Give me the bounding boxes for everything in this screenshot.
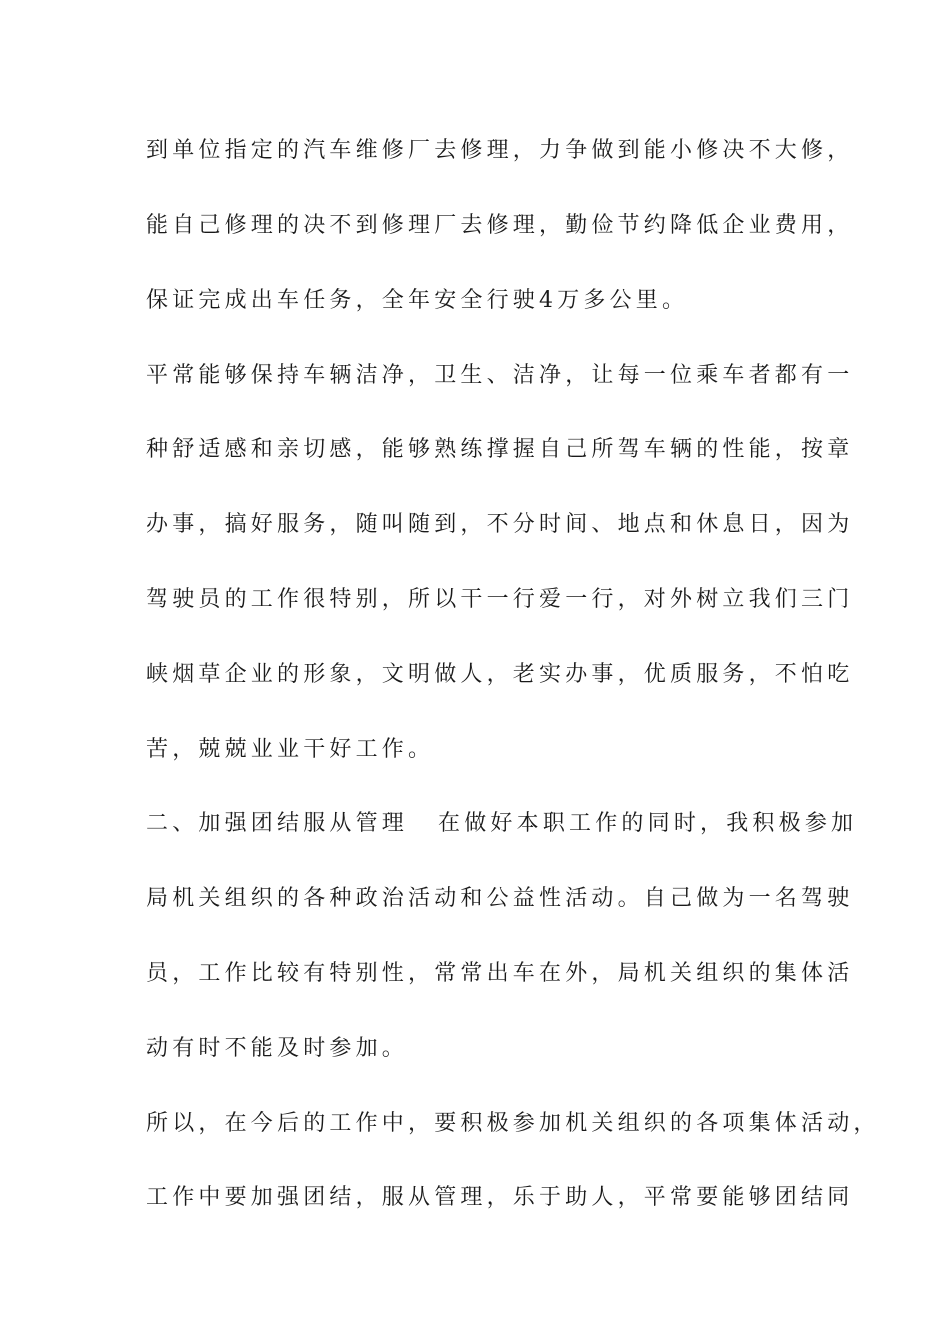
text-line: 动有时不能及时参加。	[146, 1036, 409, 1061]
text-line: 所以，在今后的工作中，要积极参加机关组织的各项集体活动，	[146, 1111, 880, 1136]
text-line: 驾驶员的工作很特别，所以干一行爱一行，对外树立我们三门	[146, 587, 854, 612]
section-heading-line	[146, 804, 858, 844]
text-line: 到单位指定的汽车维修厂去修理，力争做到能小修决不大修，	[146, 138, 854, 163]
section-heading: 二、加强团结服从管理	[146, 811, 409, 836]
section-text-start: 在做好本职工作的同时，我积极参加	[438, 811, 858, 836]
text-line: 保证完成出车任务，全年安全行驶4万多公里。	[146, 288, 689, 313]
text-line: 工作中要加强团结，服从管理，乐于助人，平常要能够团结同	[146, 1185, 854, 1210]
text-line: 平常能够保持车辆洁净，卫生、洁净，让每一位乘车者都有一	[146, 363, 854, 388]
text-line: 苦，兢兢业业干好工作。	[146, 737, 435, 762]
text-line: 员，工作比较有特别性，常常出车在外，局机关组织的集体活	[146, 961, 854, 986]
text-line: 局机关组织的各种政治活动和公益性活动。自己做为一名驾驶	[146, 886, 854, 911]
text-line: 峡烟草企业的形象，文明做人，老实办事，优质服务，不怕吃	[146, 662, 854, 687]
text-line: 能自己修理的决不到修理厂去修理，勤俭节约降低企业费用，	[146, 213, 854, 238]
text-line: 办事，搞好服务，随叫随到，不分时间、地点和休息日，因为	[146, 512, 854, 537]
text-line: 种舒适感和亲切感，能够熟练撑握自己所驾车辆的性能，按章	[146, 437, 854, 462]
